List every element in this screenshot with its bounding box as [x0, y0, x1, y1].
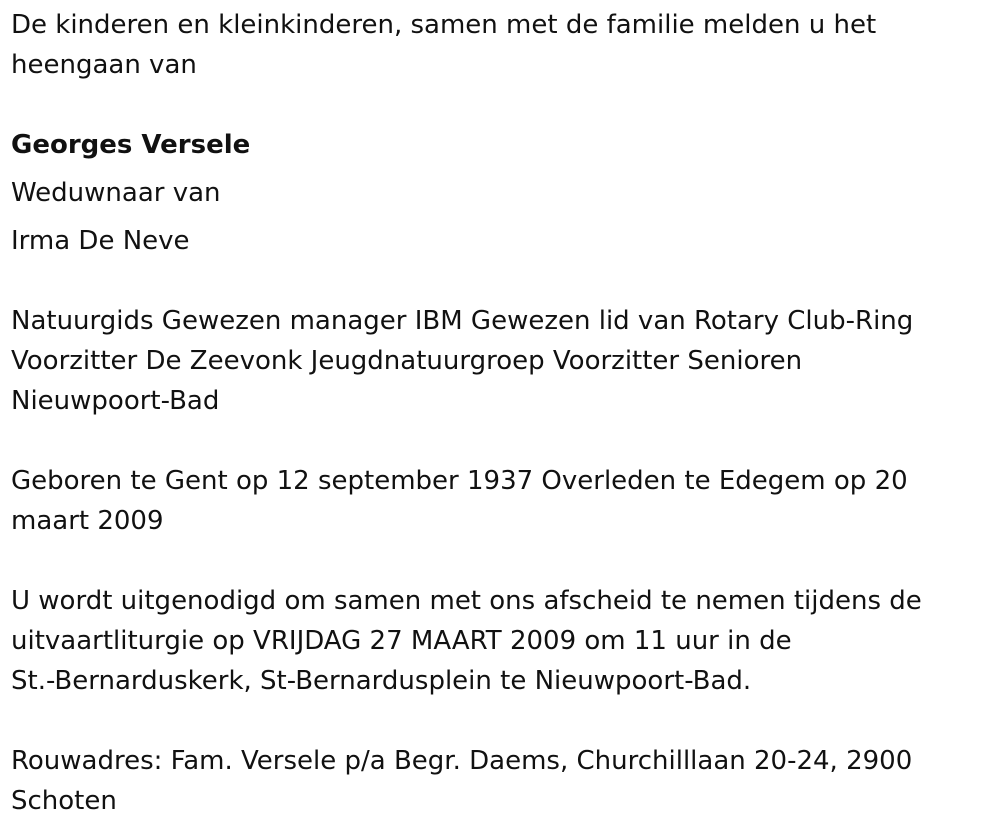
invitation-line: uitvaartliturgie op VRIJDAG 27 MAART 2009 om 11 uur in de — [11, 626, 792, 656]
titles-line: Voorzitter De Zeevonk Jeugdnatuurgroep Voorzitter Senioren — [11, 346, 803, 376]
dates-line: Geboren te Gent op 12 september 1937 Overleden te Edegem op 20 — [11, 466, 908, 496]
intro-line: heengaan van — [11, 50, 197, 80]
dates-line: maart 2009 — [11, 506, 164, 536]
address-paragraph — [11, 741, 1000, 821]
titles-paragraph — [11, 301, 1000, 421]
deceased-name: Georges Versele — [11, 130, 251, 160]
titles-line: Nieuwpoort-Bad — [11, 386, 220, 416]
invitation-line: St.-Bernarduskerk, St-Bernardusplein te Nieuwpoort-Bad. — [11, 666, 752, 696]
invitation-line: U wordt uitgenodigd om samen met ons afscheid te nemen tijdens de — [11, 586, 922, 616]
address-line: Rouwadres: Fam. Versele p/a Begr. Daems, Churchilllaan 20-24, 2900 — [11, 746, 913, 776]
intro-line: De kinderen en kleinkinderen, samen met de familie melden u het — [11, 10, 877, 40]
intro-paragraph — [11, 0, 1000, 85]
address-line: Schoten — [11, 786, 117, 816]
spouse-name: Irma De Neve — [11, 226, 190, 256]
titles-line: Natuurgids Gewezen manager IBM Gewezen lid van Rotary Club-Ring — [11, 306, 914, 336]
invitation-paragraph — [11, 581, 1000, 701]
dates-paragraph — [11, 461, 1000, 541]
relation-text: Weduwnaar van — [11, 178, 221, 208]
